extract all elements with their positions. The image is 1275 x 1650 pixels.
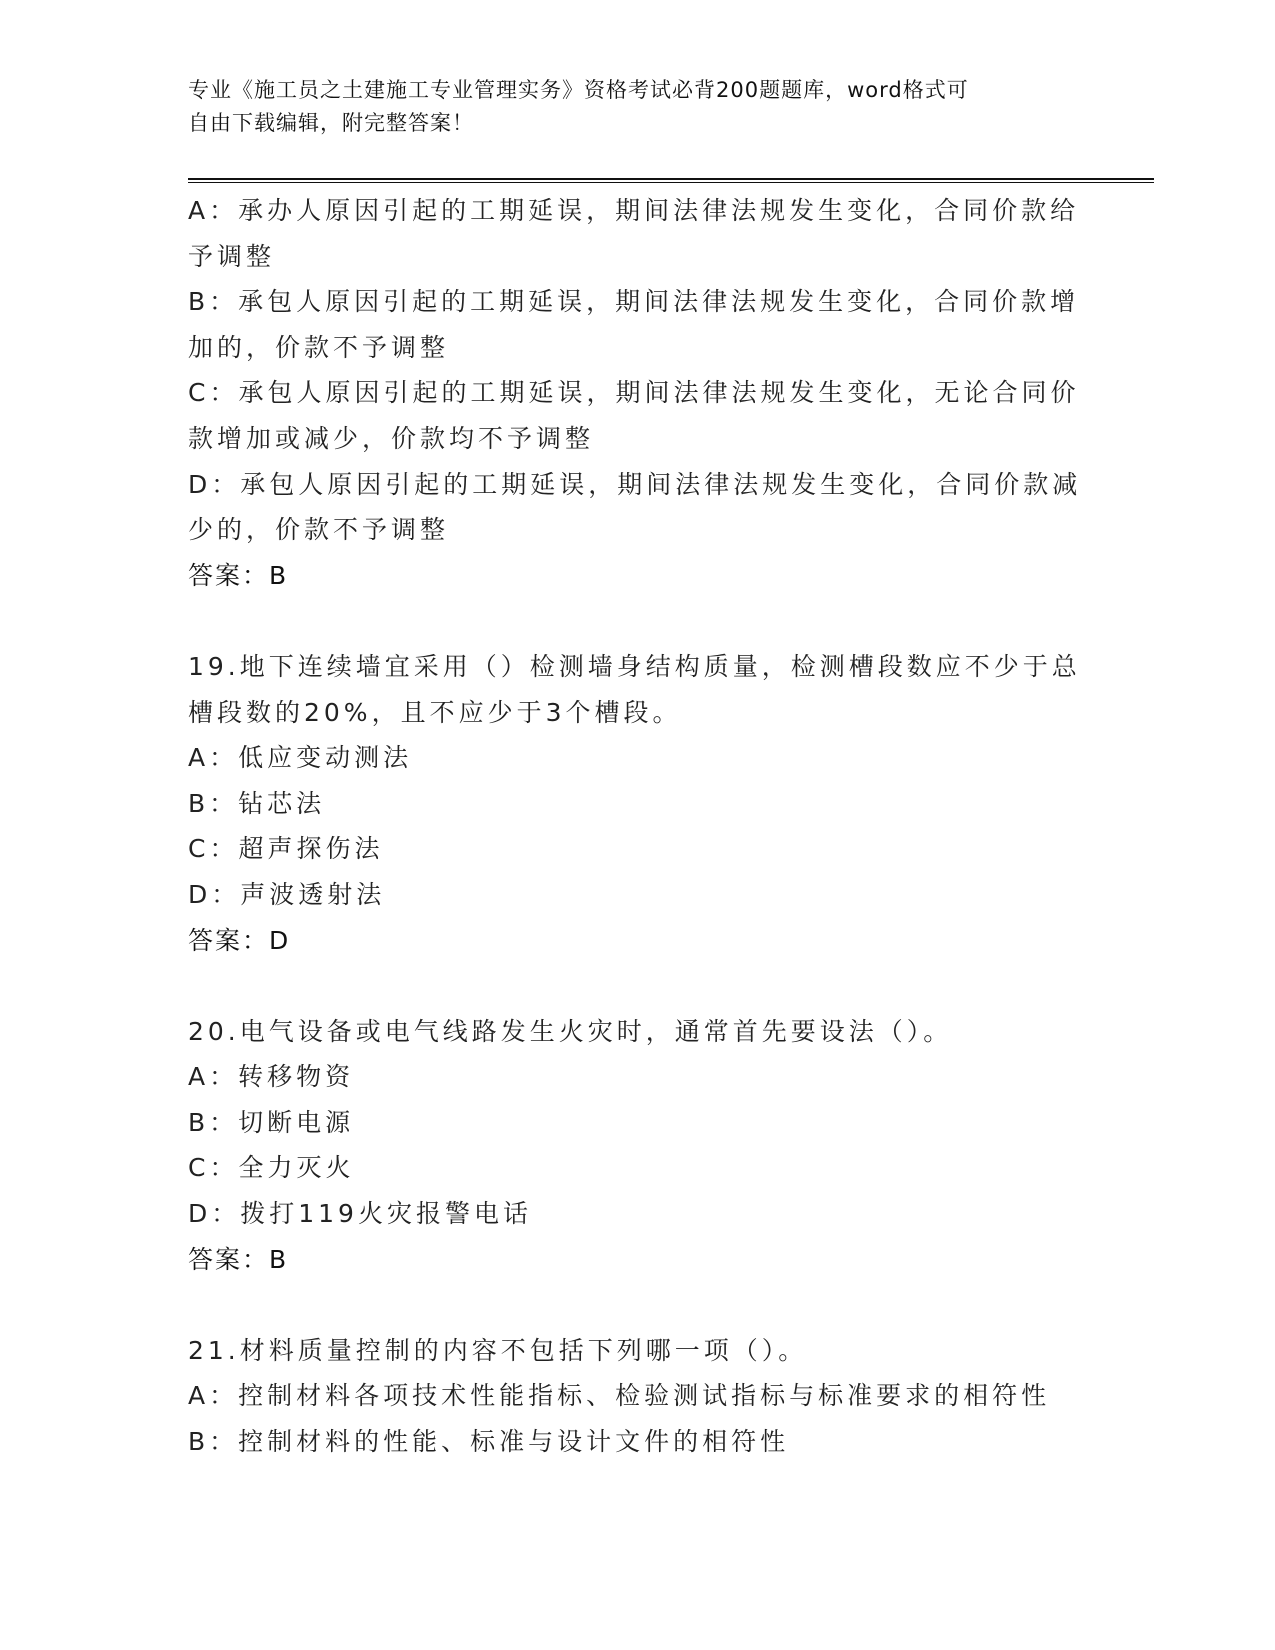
question-18 [188,188,1082,598]
option-b-line-2: 加的，价款不予调整 [188,332,450,362]
option-d: D：声波透射法 [188,879,386,909]
option-b-line-1: B：承包人原因引起的工期延误，期间法律法规发生变化，合同价款增 [188,287,1080,317]
option-d-line-2: 少的，价款不予调整 [188,515,450,545]
answer-18: 答案：B [188,560,289,590]
option-a: A：控制材料各项技术性能指标、检验测试指标与标准要求的相符性 [188,1381,1051,1411]
spacer [188,1282,1078,1328]
question-21 [188,1328,1078,1465]
option-b: B：切断电源 [188,1107,355,1137]
answer-19: 答案：D [188,925,291,955]
question-stem-line-2: 槽段数的20%，且不应少于3个槽段。 [188,697,682,727]
option-b: B：控制材料的性能、标准与设计文件的相符性 [188,1427,790,1457]
option-a: A：转移物资 [188,1062,355,1092]
question-stem: 21.材料质量控制的内容不包括下列哪一项（）。 [188,1335,808,1365]
option-d-line-1: D：承包人原因引起的工期延误，期间法律法规发生变化，合同价款减 [188,469,1082,499]
question-19 [188,644,1081,963]
option-a: A：低应变动测法 [188,743,413,773]
option-c-line-2: 款增加或减少，价款均不予调整 [188,423,595,453]
question-list [188,188,1082,1465]
document-header [188,74,1088,140]
option-c-line-1: C：承包人原因引起的工期延误，期间法律法规发生变化，无论合同价 [188,378,1080,408]
spacer [188,963,1078,1009]
question-stem: 20.电气设备或电气线路发生火灾时，通常首先要设法（）。 [188,1016,953,1046]
option-a-line-2: 予调整 [188,241,276,271]
option-c: C：超声探伤法 [188,834,384,864]
question-stem-line-1: 19.地下连续墙宜采用（）检测墙身结构质量，检测槽段数应不少于总 [188,651,1081,681]
answer-20: 答案：B [188,1244,289,1274]
question-20 [188,1009,1078,1283]
header-title-line-1: 专业《施工员之土建施工专业管理实务》资格考试必背200题题库，word格式可 [188,78,969,102]
header-divider [188,178,1154,183]
option-a-line-1: A：承办人原因引起的工期延误，期间法律法规发生变化，合同价款给 [188,196,1080,225]
header-title-line-2: 自由下载编辑，附完整答案！ [188,111,474,135]
option-c: C：全力灭火 [188,1153,355,1183]
spacer [188,598,1078,644]
option-b: B：钻芯法 [188,788,326,818]
option-d: D：拨打119火灾报警电话 [188,1199,532,1229]
